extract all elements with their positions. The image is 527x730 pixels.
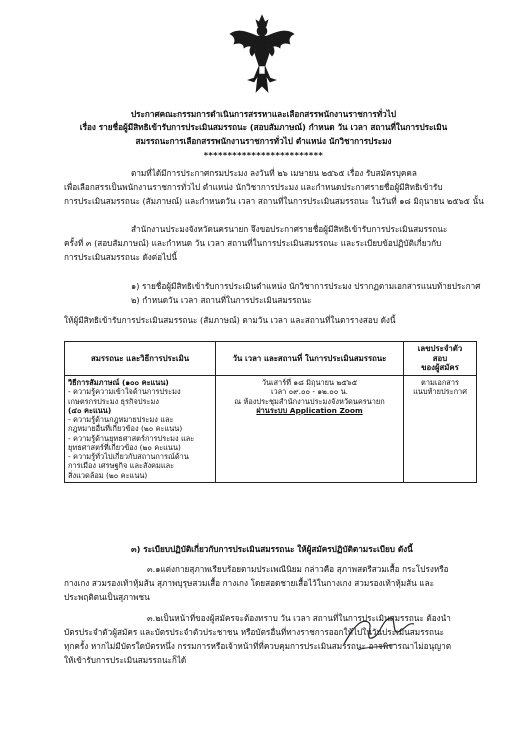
header-applicant-id-line1: เลขประจำตัว xyxy=(417,344,463,353)
paragraph2-line3: การประเมินสมรรถนะ ดังต่อไปนี้ xyxy=(64,252,177,262)
exam-time: เวลา ๐๙.๐๐ - ๑๒.๐๐ น. xyxy=(270,387,349,397)
applicant-id-note-line2: แนบท้ายประกาศ xyxy=(413,387,467,397)
header-competency: สมรรถนะ และวิธีการประเมิน xyxy=(65,342,216,376)
table-row xyxy=(65,376,477,483)
exam-date: วันเสาร์ที่ ๑๘ มิถุนายน ๒๕๖๕ xyxy=(261,378,358,388)
list-item-1: ๑) รายชื่อผู้มีสิทธิเข้ารับการประเมินตำแหน่ง นักวิชาการประมง ปรากฏตามเอกสารแนบท้ายประกาศ xyxy=(131,281,481,291)
paragraph1-line3: การประเมินสมรรถนะ (สัมภาษณ์) และกำหนดวัน เวลา สถานที่ในการประเมินสมรรถนะ ในวันที่ ๑๘ มิถุนายน ๒๕๖๕ นั้น xyxy=(64,196,484,206)
criterion-fisheries-law-score: กฎหมายอื่นที่เกี่ยวข้อง (๒๐ คะแนน) xyxy=(68,424,183,434)
criterion-general-knowledge: - ความรู้ทั่วไปเกี่ยวกับสถานการณ์ด้าน xyxy=(68,452,189,462)
header-applicant-id xyxy=(404,342,477,376)
announcement-title-line3: สมรรถนะการเลือกสรรพนักงานราชการทั่วไป ตำแหน่ง นักวิชาการประมง xyxy=(135,136,392,146)
applicant-id-note-line1: ตามเอกสาร xyxy=(421,378,459,388)
header-date-place: วัน เวลา และสถานที่ ในการประเมินสมรรถนะ xyxy=(216,342,404,376)
criterion-strategy: - ความรู้ด้านยุทธศาสตร์การประมง และ xyxy=(68,433,195,443)
paragraph2-line1: สำนักงานประมงจังหวัดนครนายก จึงขอประกาศรายชื่อผู้มีสิทธิเข้ารับการประเมินสมรรถนะ xyxy=(131,224,448,234)
paragraph1-line2: เพื่อเลือกสรรเป็นพนักงานราชการทั่วไป ตำแหน่ง นักวิชาการประมง และกำหนดประกาศรายชื่อผู้มีสิทธิเข้ารับ xyxy=(64,182,443,192)
paragraph1-line1: ตามที่ได้มีการประกาศกรมประมง ลงวันที่ ๒๖ เมษายน ๒๕๖๕ เรื่อง รับสมัครบุคคล xyxy=(131,168,417,178)
exam-venue: ณ ห้องประชุมสำนักงานประมงจังหวัดนครนายก xyxy=(234,396,385,406)
exam-platform: ผ่านระบบ Application Zoom xyxy=(256,405,363,415)
criterion-general-knowledge-cont: การเมือง เศรษฐกิจ และสังคมและ xyxy=(68,461,175,471)
table-intro: ให้ผู้มีสิทธิเข้ารับการประเมินสมรรถนะ (สัมภาษณ์) ตามวัน เวลา และสถานที่ในตารางสอบ ดังนี้ xyxy=(64,315,396,325)
header-applicant-id-line3: ของผู้สมัคร xyxy=(421,363,459,373)
criterion-general-knowledge-score: สิ่งแวดล้อม (๒๐ คะแนน) xyxy=(68,470,148,480)
rule-3-2-line2: บัตรประจำตัวผู้สมัคร และบัตรประจำตัวประชาชน หรือบัตรอื่นที่ทางราชการออกให้ไปในวันประเมินสมรรถนะ xyxy=(64,627,444,637)
rule-3-1-line1: ๓.๑แต่งกายสุภาพเรียบร้อยตามประเพณีนิยม กล่าวคือ สุภาพสตรีสวมเสื้อ กระโปรงหรือ xyxy=(147,564,449,574)
criterion-fisheries-law: - ความรู้ด้านกฎหมายประมง และ xyxy=(68,415,174,425)
rule-3-1-line3: ประพฤติตนเป็นสุภาพชน xyxy=(64,592,150,602)
title-divider: ************************* xyxy=(203,150,324,160)
header-applicant-id-line2: สอบ xyxy=(432,353,448,363)
rule-3-2-line3: ทุกครั้ง หากไม่มีบัตรใดบัตรหนึ่ง กรรมการหรือเจ้าหน้าที่ที่ควบคุมการประเมินสมรรถนะ อาจพิจารณาไม่อนุญาต xyxy=(64,641,452,651)
date-place-cell xyxy=(216,376,404,483)
competency-cell xyxy=(65,376,216,483)
announcement-title-line2: เรื่อง รายชื่อผู้มีสิทธิเข้ารับการประเมินสมรรถนะ (สอบสัมภาษณ์) กำหนด วัน เวลา สถานที่ในการประเมิน xyxy=(79,122,448,132)
announcement-title-line1: ประกาศคณะกรรมการดำเนินการสรรหาและเลือกสรรพนักงานราชการทั่วไป xyxy=(130,109,397,119)
rule-3-2-line1: ๓.๒เป็นหน้าที่ของผู้สมัครจะต้องทราบ วัน เวลา สถานที่ในการประเมินสมรรถนะ ต้องนำ xyxy=(147,613,451,623)
handwritten-signature-icon xyxy=(338,600,418,660)
garuda-emblem-icon xyxy=(228,14,296,94)
rule-3-1-line2: กางเกง สวมรองเท้าหุ้มส้น สุภาพบุรุษสวมเสื้อ กางเกง โดยสอดชายเสื้อไว้ในกางเกง สวมรองเท้าหุ้มส้น และ xyxy=(64,578,435,588)
applicant-id-cell xyxy=(404,376,477,483)
criterion-fisheries-knowledge-score: (๔๐ คะแนน) xyxy=(68,405,112,415)
section3-heading: ๓) ระเบียบปฏิบัติเกี่ยวกับการประเมินสมรรถนะ ให้ผู้สมัครปฏิบัติตามระเบียบ ดังนี้ xyxy=(131,544,413,554)
list-item-2: ๒) กำหนดวัน เวลา สถานที่ในการประเมินสมรรถนะ xyxy=(131,295,312,305)
interview-method: วิธีการสัมภาษณ์ (๑๐๐ คะแนน) xyxy=(68,378,169,388)
table-header-row xyxy=(65,342,477,376)
rule-3-2-line4: ให้เข้ารับการประเมินสมรรถนะก็ได้ xyxy=(64,655,187,665)
criterion-strategy-score: ยุทธศาสตร์ที่เกี่ยวข้อง (๒๐ คะแนน) xyxy=(68,442,181,452)
schedule-table xyxy=(64,341,477,483)
criterion-fisheries-knowledge: - ความรู้ความเข้าใจด้านการประมง xyxy=(68,387,181,397)
criterion-fisheries-knowledge-cont: เกษตรกรประมง ธุรกิจประมง xyxy=(68,396,159,406)
paragraph2-line2: ครั้งที่ ๓ (สอบสัมภาษณ์) และกำหนด วัน เวลา สถานที่ในการประเมินสมรรถนะ และระเบียบข้อปฏิบัติเกี่ยวกับ xyxy=(64,238,442,248)
